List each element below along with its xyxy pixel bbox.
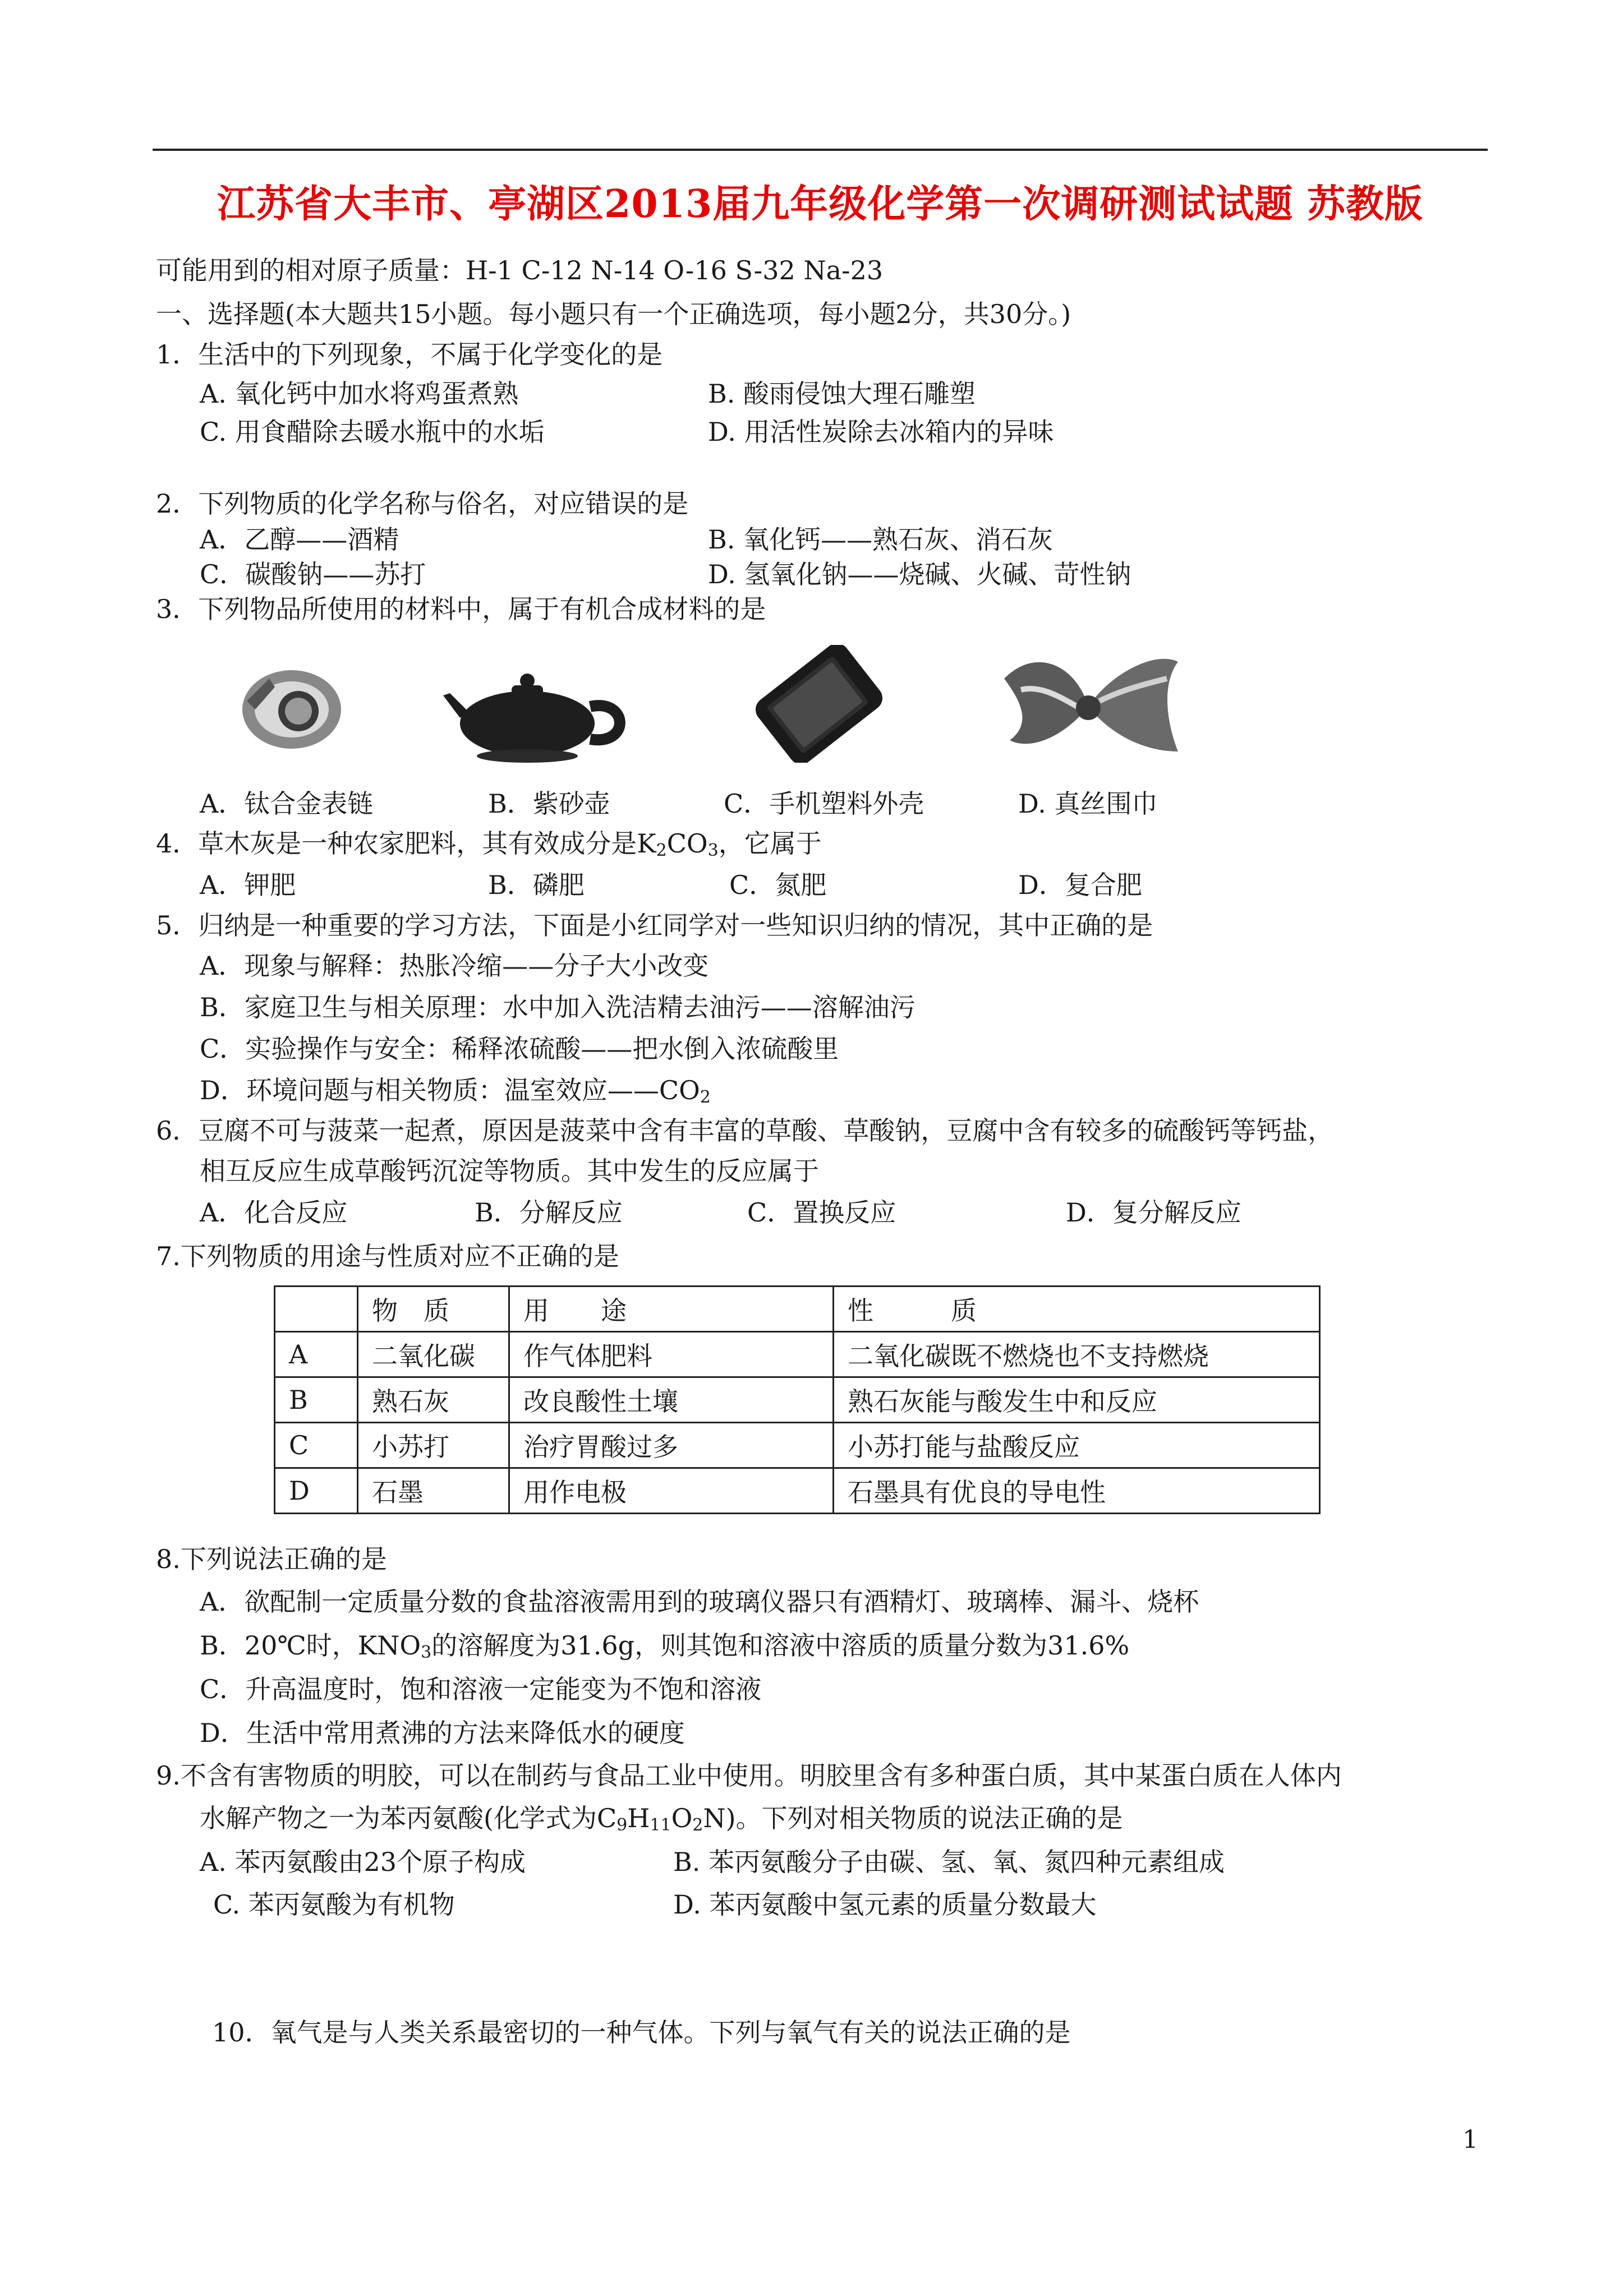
phone-image bbox=[746, 645, 892, 763]
page-number: 1 bbox=[1462, 2126, 1478, 2154]
q8-option-d: D．生活中常用煮沸的方法来降低水的硬度 bbox=[200, 1718, 685, 1748]
table-row bbox=[275, 1468, 1320, 1514]
q10-stem: 10．氧气是与人类关系最密切的一种气体。下列与氧气有关的说法正确的是 bbox=[212, 2017, 1071, 2048]
section-heading: 一、选择题(本大题共15小题。每小题只有一个正确选项，每小题2分，共30分。) bbox=[156, 299, 1071, 329]
table-cell: 二氧化碳既不燃烧也不支持燃烧 bbox=[834, 1332, 1320, 1377]
table-cell: 熟石灰 bbox=[358, 1377, 509, 1423]
table-cell: C bbox=[275, 1423, 358, 1468]
watch-band-image bbox=[236, 656, 348, 757]
q4-stem: 4．草木灰是一种农家肥料，其有效成分是$K_2CO_3$，它属于 bbox=[156, 828, 822, 860]
table-cell: D bbox=[275, 1468, 358, 1514]
q5-option-a: A．现象与解释：热胀冷缩——分子大小改变 bbox=[200, 951, 709, 981]
table-cell: 石墨具有优良的导电性 bbox=[834, 1468, 1320, 1514]
q4-option-c: C．氮肥 bbox=[729, 870, 827, 900]
q4-option-b: B．磷肥 bbox=[488, 870, 585, 900]
table-header-row bbox=[275, 1287, 1320, 1332]
q4-option-d: D．复合肥 bbox=[1018, 870, 1142, 900]
q2-option-a: A．乙醇——酒精 bbox=[200, 524, 399, 555]
table-cell: 石墨 bbox=[358, 1468, 509, 1514]
q9-option-d: D. 苯丙氨酸中氢元素的质量分数最大 bbox=[673, 1889, 1097, 1920]
q6-stem-line2: 相互反应生成草酸钙沉淀等物质。其中发生的反应属于 bbox=[200, 1156, 819, 1186]
atomic-masses: 可能用到的相对原子质量：H-1 C-12 N-14 O-16 S-32 Na-23 bbox=[156, 255, 884, 285]
q5-stem: 5．归纳是一种重要的学习方法，下面是小红同学对一些知识归纳的情况，其中正确的是 bbox=[156, 910, 1153, 940]
q6-option-d: D．复分解反应 bbox=[1066, 1197, 1241, 1228]
q3-option-d: D. 真丝围巾 bbox=[1018, 789, 1158, 819]
q9-stem-line2: 水解产物之一为苯丙氨酸(化学式为$C_9H_{11}O_2N$)。下列对相关物质的说法正确的是 bbox=[200, 1803, 1123, 1835]
page-title: 江苏省大丰市、亭湖区2013届九年级化学第一次调研测试试题 苏教版 bbox=[217, 182, 1423, 227]
q9-option-c: C. 苯丙氨酸为有机物 bbox=[213, 1889, 455, 1920]
q5-option-b: B．家庭卫生与相关原理：水中加入洗洁精去油污——溶解油污 bbox=[200, 992, 915, 1022]
teapot-image bbox=[443, 639, 634, 768]
q7-stem: 7.下列物质的用途与性质对应不正确的是 bbox=[156, 1241, 619, 1271]
table-cell: 改良酸性土壤 bbox=[509, 1377, 834, 1423]
q2-option-c: C．碳酸钠——苏打 bbox=[200, 559, 426, 589]
table-header-cell: 性 质 bbox=[834, 1287, 1320, 1332]
table-header-cell: 物 质 bbox=[358, 1287, 509, 1332]
q6-option-a: A．化合反应 bbox=[200, 1197, 348, 1228]
q4-option-a: A．钾肥 bbox=[200, 870, 296, 900]
q6-option-b: B．分解反应 bbox=[475, 1197, 623, 1228]
table-cell: 熟石灰能与酸发生中和反应 bbox=[834, 1377, 1320, 1423]
q8-option-c: C．升高温度时，饱和溶液一定能变为不饱和溶液 bbox=[200, 1674, 762, 1704]
q8-option-b: B．20℃时，$KNO_3$的溶解度为31.6g，则其饱和溶液中溶质的质量分数为31.6% bbox=[200, 1630, 1130, 1662]
table-row bbox=[275, 1423, 1320, 1468]
q5-option-d: D．环境问题与相关物质：温室效应$——CO_2$ bbox=[200, 1075, 711, 1107]
table-cell: 治疗胃酸过多 bbox=[509, 1423, 834, 1468]
q3-option-a: A．钛合金表链 bbox=[200, 789, 374, 819]
table-header-cell: 用 途 bbox=[509, 1287, 834, 1332]
table-row bbox=[275, 1332, 1320, 1377]
q6-option-c: C．置换反应 bbox=[747, 1197, 896, 1228]
silk-scarf-image bbox=[999, 639, 1184, 768]
table-cell: A bbox=[275, 1332, 358, 1377]
q2-option-d: D. 氢氧化钠——烧碱、火碱、苛性钠 bbox=[708, 559, 1131, 589]
table-cell: 作气体肥料 bbox=[509, 1332, 834, 1377]
table-cell: 小苏打 bbox=[358, 1423, 509, 1468]
q5-option-c: C．实验操作与安全：稀释浓硫酸——把水倒入浓硫酸里 bbox=[200, 1034, 839, 1064]
q9-option-b: B. 苯丙氨酸分子由碳、氢、氧、氮四种元素组成 bbox=[673, 1847, 1225, 1877]
q7-table bbox=[274, 1285, 1321, 1514]
q2-stem: 2．下列物质的化学名称与俗名，对应错误的是 bbox=[156, 488, 689, 519]
q9-stem-line1: 9.不含有害物质的明胶，可以在制药与食品工业中使用。明胶里含有多种蛋白质，其中某蛋白质在人体内 bbox=[156, 1760, 1342, 1791]
table-row bbox=[275, 1377, 1320, 1423]
q2-option-b: B. 氧化钙——熟石灰、消石灰 bbox=[708, 524, 1053, 555]
table-cell: B bbox=[275, 1377, 358, 1423]
table-cell: 用作电极 bbox=[509, 1468, 834, 1514]
q6-stem-line1: 6．豆腐不可与菠菜一起煮，原因是菠菜中含有丰富的草酸、草酸钠，豆腐中含有较多的硫酸钙等钙盐， bbox=[156, 1115, 1334, 1146]
q3-stem: 3．下列物品所使用的材料中，属于有机合成材料的是 bbox=[156, 594, 766, 624]
q8-option-a: A．欲配制一定质量分数的食盐溶液需用到的玻璃仪器只有酒精灯、玻璃棒、漏斗、烧杯 bbox=[200, 1587, 1199, 1617]
q9-option-a: A. 苯丙氨酸由23个原子构成 bbox=[200, 1847, 526, 1877]
table-cell: 小苏打能与盐酸反应 bbox=[834, 1423, 1320, 1468]
top-rule bbox=[153, 149, 1488, 151]
table-header-cell bbox=[275, 1287, 358, 1332]
q3-option-c: C．手机塑料外壳 bbox=[724, 789, 924, 819]
q3-option-b: B．紫砂壶 bbox=[488, 789, 610, 819]
q1-option-c: C. 用食醋除去暖水瓶中的水垢 bbox=[200, 417, 545, 447]
q1-option-b: B. 酸雨侵蚀大理石雕塑 bbox=[708, 379, 976, 409]
q8-stem: 8.下列说法正确的是 bbox=[156, 1544, 387, 1574]
q1-option-a: A. 氧化钙中加水将鸡蛋煮熟 bbox=[200, 379, 519, 409]
q1-stem: 1．生活中的下列现象，不属于化学变化的是 bbox=[156, 339, 663, 370]
table-cell: 二氧化碳 bbox=[358, 1332, 509, 1377]
q1-option-d: D. 用活性炭除去冰箱内的异味 bbox=[708, 417, 1054, 447]
